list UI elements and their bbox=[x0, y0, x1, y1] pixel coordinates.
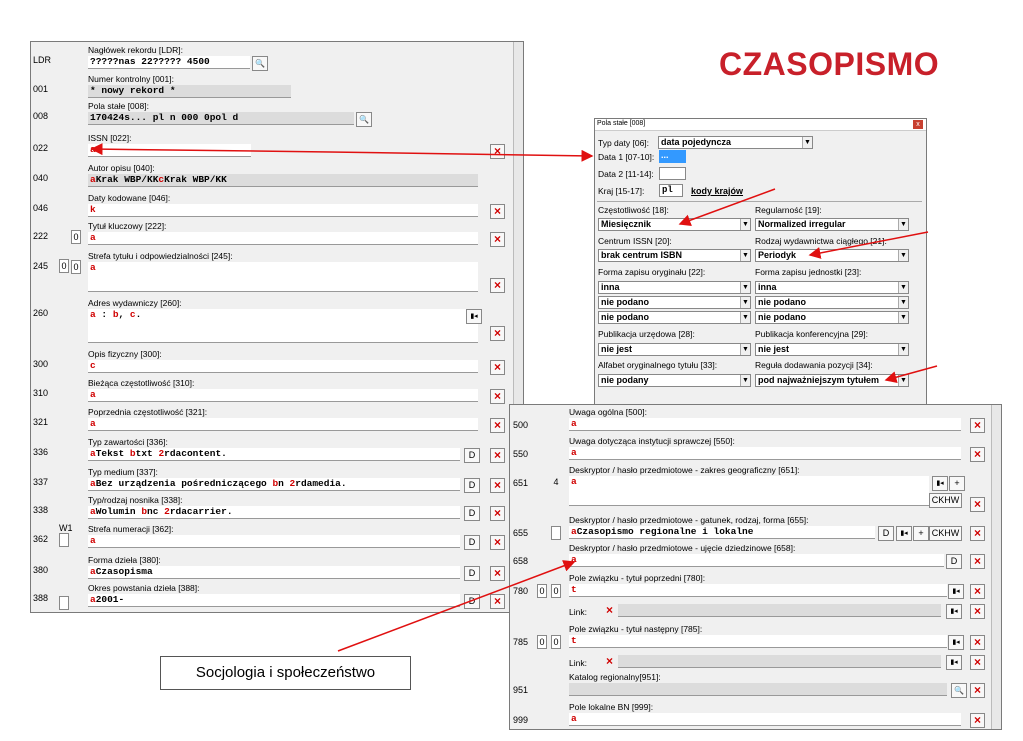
field-tag: LDR bbox=[33, 55, 52, 65]
subfield-code: 2 bbox=[164, 506, 170, 517]
forma-jedn-select-1[interactable]: inna ▼ bbox=[755, 281, 909, 294]
field-input[interactable] bbox=[88, 144, 251, 157]
field-input[interactable] bbox=[569, 683, 947, 696]
indicator-2[interactable]: 4 bbox=[553, 477, 559, 487]
field-value: Krak WBP/KK bbox=[95, 174, 159, 185]
kraj-input[interactable]: pl bbox=[659, 184, 683, 197]
field-value: Wolumin bbox=[95, 506, 142, 517]
d-button[interactable]: D bbox=[464, 566, 480, 581]
insert-icon[interactable]: ▮◂ bbox=[932, 476, 948, 491]
field-tag: 785 bbox=[513, 637, 529, 647]
subfield-code: a bbox=[90, 174, 96, 185]
delete-field-icon[interactable]: × bbox=[490, 418, 505, 433]
link-label: Link: bbox=[569, 607, 587, 617]
field-value: Czasopisma bbox=[95, 566, 153, 577]
delete-field-icon[interactable]: × bbox=[970, 713, 985, 728]
field-label: Strefa numeracji [362]: bbox=[88, 524, 174, 534]
field-input[interactable] bbox=[88, 418, 478, 431]
field-input[interactable] bbox=[88, 85, 291, 98]
delete-field-icon[interactable]: × bbox=[490, 389, 505, 404]
centrum-select[interactable]: brak centrum ISBN ▼ bbox=[598, 249, 751, 262]
field-input[interactable] bbox=[88, 56, 250, 69]
subfield-code: c bbox=[129, 309, 136, 320]
delete-field-icon[interactable]: × bbox=[490, 278, 505, 293]
field-tag: 245 bbox=[33, 261, 49, 271]
field-tag: 500 bbox=[513, 420, 529, 430]
subfield-code: 2 bbox=[158, 448, 165, 459]
field-input[interactable] bbox=[569, 713, 961, 726]
rodzaj-label: Rodzaj wydawnictwa ciągłego [21]: bbox=[755, 236, 887, 246]
field-input[interactable] bbox=[88, 232, 478, 245]
field-input[interactable] bbox=[88, 448, 460, 461]
field-value: n bbox=[278, 478, 290, 489]
delete-field-icon[interactable]: × bbox=[490, 566, 505, 581]
field-value: ?????nas 22????? 4500 bbox=[90, 56, 210, 67]
field-input[interactable] bbox=[569, 635, 947, 648]
search-icon[interactable]: 🔍 bbox=[951, 683, 967, 698]
data1-input[interactable]: ... bbox=[659, 150, 686, 163]
field-input[interactable] bbox=[88, 389, 478, 402]
field-value: Czasopismo regionalne i lokalne bbox=[576, 526, 754, 537]
field-label: Uwaga dotycząca instytucji sprawczej [550]: bbox=[569, 436, 735, 446]
indicator-1[interactable]: 0 bbox=[537, 584, 547, 598]
field-tag: 380 bbox=[33, 565, 49, 575]
field-tag: 999 bbox=[513, 715, 529, 725]
insert-icon[interactable]: ▮◂ bbox=[948, 635, 964, 650]
regula-select[interactable]: pod najważniejszym tytułem ▼ bbox=[755, 374, 909, 387]
field-label: Numer kontrolny [001]: bbox=[88, 74, 174, 84]
indicator-1[interactable]: W1 bbox=[59, 523, 73, 533]
subfield-code: a bbox=[90, 389, 96, 400]
field-label: Poprzednia częstotliwość [321]: bbox=[88, 407, 208, 417]
field-tag: 651 bbox=[513, 478, 529, 488]
indicator-2[interactable]: 0 bbox=[71, 230, 81, 244]
field-tag: 222 bbox=[33, 231, 49, 241]
typ-daty-select[interactable]: data pojedyncza ▼ bbox=[658, 136, 813, 149]
rodzaj-select[interactable]: Periodyk ▼ bbox=[755, 249, 909, 262]
search-icon[interactable]: 🔍 bbox=[356, 112, 372, 127]
field-label: Tytuł kluczowy [222]: bbox=[88, 221, 167, 231]
field-value: txt bbox=[135, 448, 159, 459]
delete-field-icon[interactable]: × bbox=[970, 497, 985, 512]
field-value: : bbox=[95, 309, 113, 320]
delete-field-icon[interactable]: × bbox=[490, 144, 505, 159]
pub-urz-select[interactable]: nie jest ▼ bbox=[598, 343, 751, 356]
czest-select[interactable]: Miesięcznik ▼ bbox=[598, 218, 751, 231]
delete-field-icon[interactable]: × bbox=[490, 506, 505, 521]
field-label: Typ/rodzaj nosnika [338]: bbox=[88, 495, 183, 505]
field-input[interactable] bbox=[88, 309, 478, 343]
regul-label: Regularność [19]: bbox=[755, 205, 822, 215]
field-value: Tekst bbox=[95, 448, 130, 459]
field-input[interactable] bbox=[569, 554, 944, 567]
field-label: Pola stałe [008]: bbox=[88, 101, 149, 111]
field-label: ISSN [022]: bbox=[88, 133, 132, 143]
field-label: Nagłówek rekordu [LDR]: bbox=[88, 45, 183, 55]
field-input[interactable] bbox=[88, 478, 460, 491]
fixed-fields-dialog bbox=[594, 118, 927, 408]
ckhw-button[interactable]: CKHW bbox=[929, 526, 962, 541]
insert-icon[interactable]: ▮◂ bbox=[946, 604, 962, 619]
right-scrollbar[interactable] bbox=[991, 405, 1001, 729]
insert-icon[interactable]: ▮◂ bbox=[896, 526, 912, 541]
delete-field-icon[interactable]: × bbox=[490, 535, 505, 550]
field-tag: 046 bbox=[33, 203, 49, 213]
link-delete-icon[interactable]: × bbox=[605, 654, 613, 668]
field-tag: 655 bbox=[513, 528, 529, 538]
field-tag: 001 bbox=[33, 84, 49, 94]
field-label: Daty kodowane [046]: bbox=[88, 193, 171, 203]
field-input[interactable] bbox=[88, 174, 478, 187]
field-value: * nowy rekord * bbox=[90, 85, 176, 96]
field-tag: 337 bbox=[33, 477, 49, 487]
dialog-titlebar bbox=[595, 119, 926, 131]
alfabet-label: Alfabet oryginalnego tytułu [33]: bbox=[598, 360, 718, 370]
pub-konf-select[interactable]: nie jest ▼ bbox=[755, 343, 909, 356]
field-tag: 780 bbox=[513, 586, 529, 596]
subfield-code: c bbox=[158, 174, 165, 185]
field-value: 2001- bbox=[95, 594, 125, 605]
field-input[interactable] bbox=[88, 506, 460, 519]
subfield-code: c bbox=[90, 360, 96, 371]
link-input[interactable] bbox=[618, 655, 941, 668]
field-input[interactable] bbox=[88, 262, 478, 292]
d-button[interactable]: D bbox=[464, 448, 480, 463]
field-tag: 321 bbox=[33, 417, 49, 427]
subfield-code: k bbox=[90, 204, 96, 215]
delete-field-icon[interactable]: × bbox=[970, 683, 985, 698]
field-label: Pole związku - tytuł poprzedni [780]: bbox=[569, 573, 706, 583]
field-label: Opis fizyczny [300]: bbox=[88, 349, 162, 359]
field-label: Forma dzieła [380]: bbox=[88, 555, 161, 565]
field-value: rdamedia. bbox=[295, 478, 347, 489]
pub-konf-label: Publikacja konferencyjna [29]: bbox=[755, 329, 868, 339]
d-button[interactable]: D bbox=[464, 478, 480, 493]
subfield-code: a bbox=[90, 535, 96, 546]
field-tag: 362 bbox=[33, 534, 49, 544]
delete-field-icon[interactable]: × bbox=[970, 526, 985, 541]
field-label: Uwaga ogólna [500]: bbox=[569, 407, 647, 417]
field-tag: 336 bbox=[33, 447, 49, 457]
delete-field-icon[interactable]: × bbox=[490, 478, 505, 493]
insert-icon[interactable]: ▮◂ bbox=[948, 584, 964, 599]
forma-org-select-2[interactable]: nie podano ▼ bbox=[598, 296, 751, 309]
delete-field-icon[interactable]: × bbox=[970, 584, 985, 599]
field-tag: 310 bbox=[33, 388, 49, 398]
subfield-code: a bbox=[90, 144, 96, 155]
field-tag: 951 bbox=[513, 685, 529, 695]
field-value: rdacontent. bbox=[164, 448, 227, 459]
delete-field-icon[interactable]: × bbox=[970, 604, 985, 619]
d-button[interactable]: D bbox=[464, 594, 480, 609]
field-label: Deskryptor / hasło przedmiotowe - zakres geograficzny [651]: bbox=[569, 465, 800, 475]
forma-jedn-label: Forma zapisu jednostki [23]: bbox=[755, 267, 862, 277]
field-input[interactable] bbox=[88, 566, 460, 579]
field-tag: 008 bbox=[33, 111, 49, 121]
field-value: nc bbox=[147, 506, 165, 517]
field-value: , bbox=[118, 309, 130, 320]
delete-field-icon[interactable]: × bbox=[970, 554, 985, 569]
search-icon[interactable]: 🔍 bbox=[252, 56, 268, 71]
indicator-2[interactable]: 0 bbox=[551, 584, 561, 598]
field-input[interactable] bbox=[569, 584, 947, 597]
field-input[interactable] bbox=[88, 112, 354, 125]
regula-label: Reguła dodawania pozycji [34]: bbox=[755, 360, 873, 370]
field-label: Katalog regionalny[951]: bbox=[569, 672, 661, 682]
field-label: Deskryptor / hasło przedmiotowe - gatunek, rodzaj, forma [655]: bbox=[569, 515, 809, 525]
field-label: Pole lokalne BN [999]: bbox=[569, 702, 654, 712]
field-label: Strefa tytułu i odpowiedzialności [245]: bbox=[88, 251, 233, 261]
indicator-1-box[interactable] bbox=[59, 533, 69, 547]
field-input[interactable] bbox=[569, 476, 929, 506]
data1-label: Data 1 [07-10]: bbox=[598, 152, 655, 162]
delete-field-icon[interactable]: × bbox=[490, 204, 505, 219]
field-input[interactable] bbox=[88, 535, 460, 548]
forma-jedn-select-3[interactable]: nie podano ▼ bbox=[755, 311, 909, 324]
page-title: CZASOPISMO bbox=[719, 46, 940, 82]
dialog-separator bbox=[597, 201, 922, 202]
field-tag: 658 bbox=[513, 556, 529, 566]
indicator-1[interactable]: 0 bbox=[59, 259, 69, 273]
delete-field-icon[interactable]: × bbox=[970, 418, 985, 433]
indicator-1[interactable] bbox=[59, 596, 69, 610]
link-delete-icon[interactable]: × bbox=[605, 603, 613, 617]
subfield-code: a bbox=[90, 478, 96, 489]
subfield-code: a bbox=[571, 526, 577, 537]
forma-jedn-select-2[interactable]: nie podano ▼ bbox=[755, 296, 909, 309]
link-label: Link: bbox=[569, 658, 587, 668]
forma-org-select-1[interactable]: inna ▼ bbox=[598, 281, 751, 294]
field-value: rdacarrier. bbox=[169, 506, 233, 517]
plus-button[interactable]: + bbox=[949, 476, 965, 491]
typ-daty-label: Typ daty [06]: bbox=[598, 138, 650, 148]
subfield-code: a bbox=[90, 309, 96, 320]
field-tag: 338 bbox=[33, 505, 49, 515]
callout-box: Socjologia i społeczeństwo bbox=[160, 656, 411, 690]
field-label: Pole związku - tytuł następny [785]: bbox=[569, 624, 703, 634]
data2-input[interactable] bbox=[659, 167, 686, 180]
subfield-code: a bbox=[90, 232, 96, 243]
delete-field-icon[interactable]: × bbox=[970, 635, 985, 650]
subfield-code: a bbox=[90, 506, 96, 517]
field-tag: 550 bbox=[513, 449, 529, 459]
indicator-1[interactable]: 0 bbox=[537, 635, 547, 649]
delete-field-icon[interactable]: × bbox=[490, 232, 505, 247]
kraj-label: Kraj [15-17]: bbox=[598, 186, 645, 196]
forma-org-select-3[interactable]: nie podano ▼ bbox=[598, 311, 751, 324]
field-tag: 260 bbox=[33, 308, 49, 318]
subfield-code: b bbox=[129, 448, 136, 459]
subfield-code: a bbox=[90, 594, 96, 605]
subfield-code: t bbox=[571, 584, 577, 595]
dialog-title: Pola stałe [008] bbox=[597, 120, 646, 127]
field-input[interactable] bbox=[88, 360, 478, 373]
forma-org-label: Forma zapisu oryginału [22]: bbox=[598, 267, 706, 277]
field-label: Autor opisu [040]: bbox=[88, 163, 155, 173]
subfield-code: 2 bbox=[289, 478, 296, 489]
field-input[interactable] bbox=[569, 418, 961, 431]
subfield-code: a bbox=[571, 418, 577, 429]
field-value: Krak WBP/KK bbox=[164, 174, 227, 185]
indicator-2[interactable]: 0 bbox=[551, 635, 561, 649]
field-label: Adres wydawniczy [260]: bbox=[88, 298, 182, 308]
delete-field-icon[interactable]: × bbox=[970, 447, 985, 462]
kraj-codes-link[interactable]: kody krajów bbox=[691, 186, 744, 196]
subfield-code: t bbox=[571, 635, 577, 646]
field-tag: 388 bbox=[33, 593, 49, 603]
field-value: 170424s... pl n 000 0pol d bbox=[90, 112, 239, 123]
field-input[interactable] bbox=[88, 594, 460, 607]
indicator-1[interactable] bbox=[551, 526, 561, 540]
subfield-code: a bbox=[90, 262, 96, 273]
delete-field-icon[interactable]: × bbox=[490, 594, 505, 609]
field-label: Bieżąca częstotliwość [310]: bbox=[88, 378, 195, 388]
subfield-code: b bbox=[272, 478, 279, 489]
subfield-code: b bbox=[141, 506, 148, 517]
field-tag: 040 bbox=[33, 173, 49, 183]
field-label: Okres powstania dzieła [388]: bbox=[88, 583, 200, 593]
link-input[interactable] bbox=[618, 604, 941, 617]
delete-field-icon[interactable]: × bbox=[970, 655, 985, 670]
subfield-code: b bbox=[112, 309, 119, 320]
delete-field-icon[interactable]: × bbox=[490, 448, 505, 463]
plus-button[interactable]: + bbox=[913, 526, 929, 541]
field-label: Typ zawartości [336]: bbox=[88, 437, 168, 447]
field-label: Deskryptor / hasło przedmiotowe - ujęcie dziedzinowe [658]: bbox=[569, 543, 796, 553]
delete-field-icon[interactable]: × bbox=[490, 326, 505, 341]
d-button[interactable]: D bbox=[946, 554, 962, 569]
subfield-code: a bbox=[571, 554, 577, 565]
czest-label: Częstotliwość [18]: bbox=[598, 205, 669, 215]
alfabet-select[interactable]: nie podany ▼ bbox=[598, 374, 751, 387]
subfield-code: a bbox=[90, 566, 96, 577]
field-tag: 300 bbox=[33, 359, 49, 369]
field-input[interactable] bbox=[88, 204, 478, 217]
subfield-code: a bbox=[90, 418, 96, 429]
dialog-close-icon[interactable]: x bbox=[913, 120, 923, 129]
field-input[interactable] bbox=[569, 526, 875, 539]
insert-icon[interactable]: ▮◂ bbox=[946, 655, 962, 670]
field-input[interactable] bbox=[569, 447, 961, 460]
data2-label: Data 2 [11-14]: bbox=[598, 169, 654, 179]
field-value: . bbox=[135, 309, 142, 320]
insert-icon[interactable]: ▮◂ bbox=[466, 309, 482, 324]
d-button[interactable]: D bbox=[464, 506, 480, 521]
indicator-2[interactable]: 0 bbox=[71, 260, 81, 274]
centrum-label: Centrum ISSN [20]: bbox=[598, 236, 672, 246]
delete-field-icon[interactable]: × bbox=[490, 360, 505, 375]
subfield-code: a bbox=[571, 476, 577, 487]
field-value: Bez urządzenia pośredniczącego bbox=[95, 478, 273, 489]
subfield-code: a bbox=[571, 447, 577, 458]
subfield-code: a bbox=[571, 713, 577, 724]
field-tag: 022 bbox=[33, 143, 49, 153]
pub-urz-label: Publikacja urzędowa [28]: bbox=[598, 329, 695, 339]
d-button[interactable]: D bbox=[878, 526, 894, 541]
ckhw-button[interactable]: CKHW bbox=[929, 493, 962, 508]
d-button[interactable]: D bbox=[464, 535, 480, 550]
regul-select[interactable]: Normalized irregular ▼ bbox=[755, 218, 909, 231]
field-label: Typ medium [337]: bbox=[88, 467, 158, 477]
subfield-code: a bbox=[90, 448, 96, 459]
